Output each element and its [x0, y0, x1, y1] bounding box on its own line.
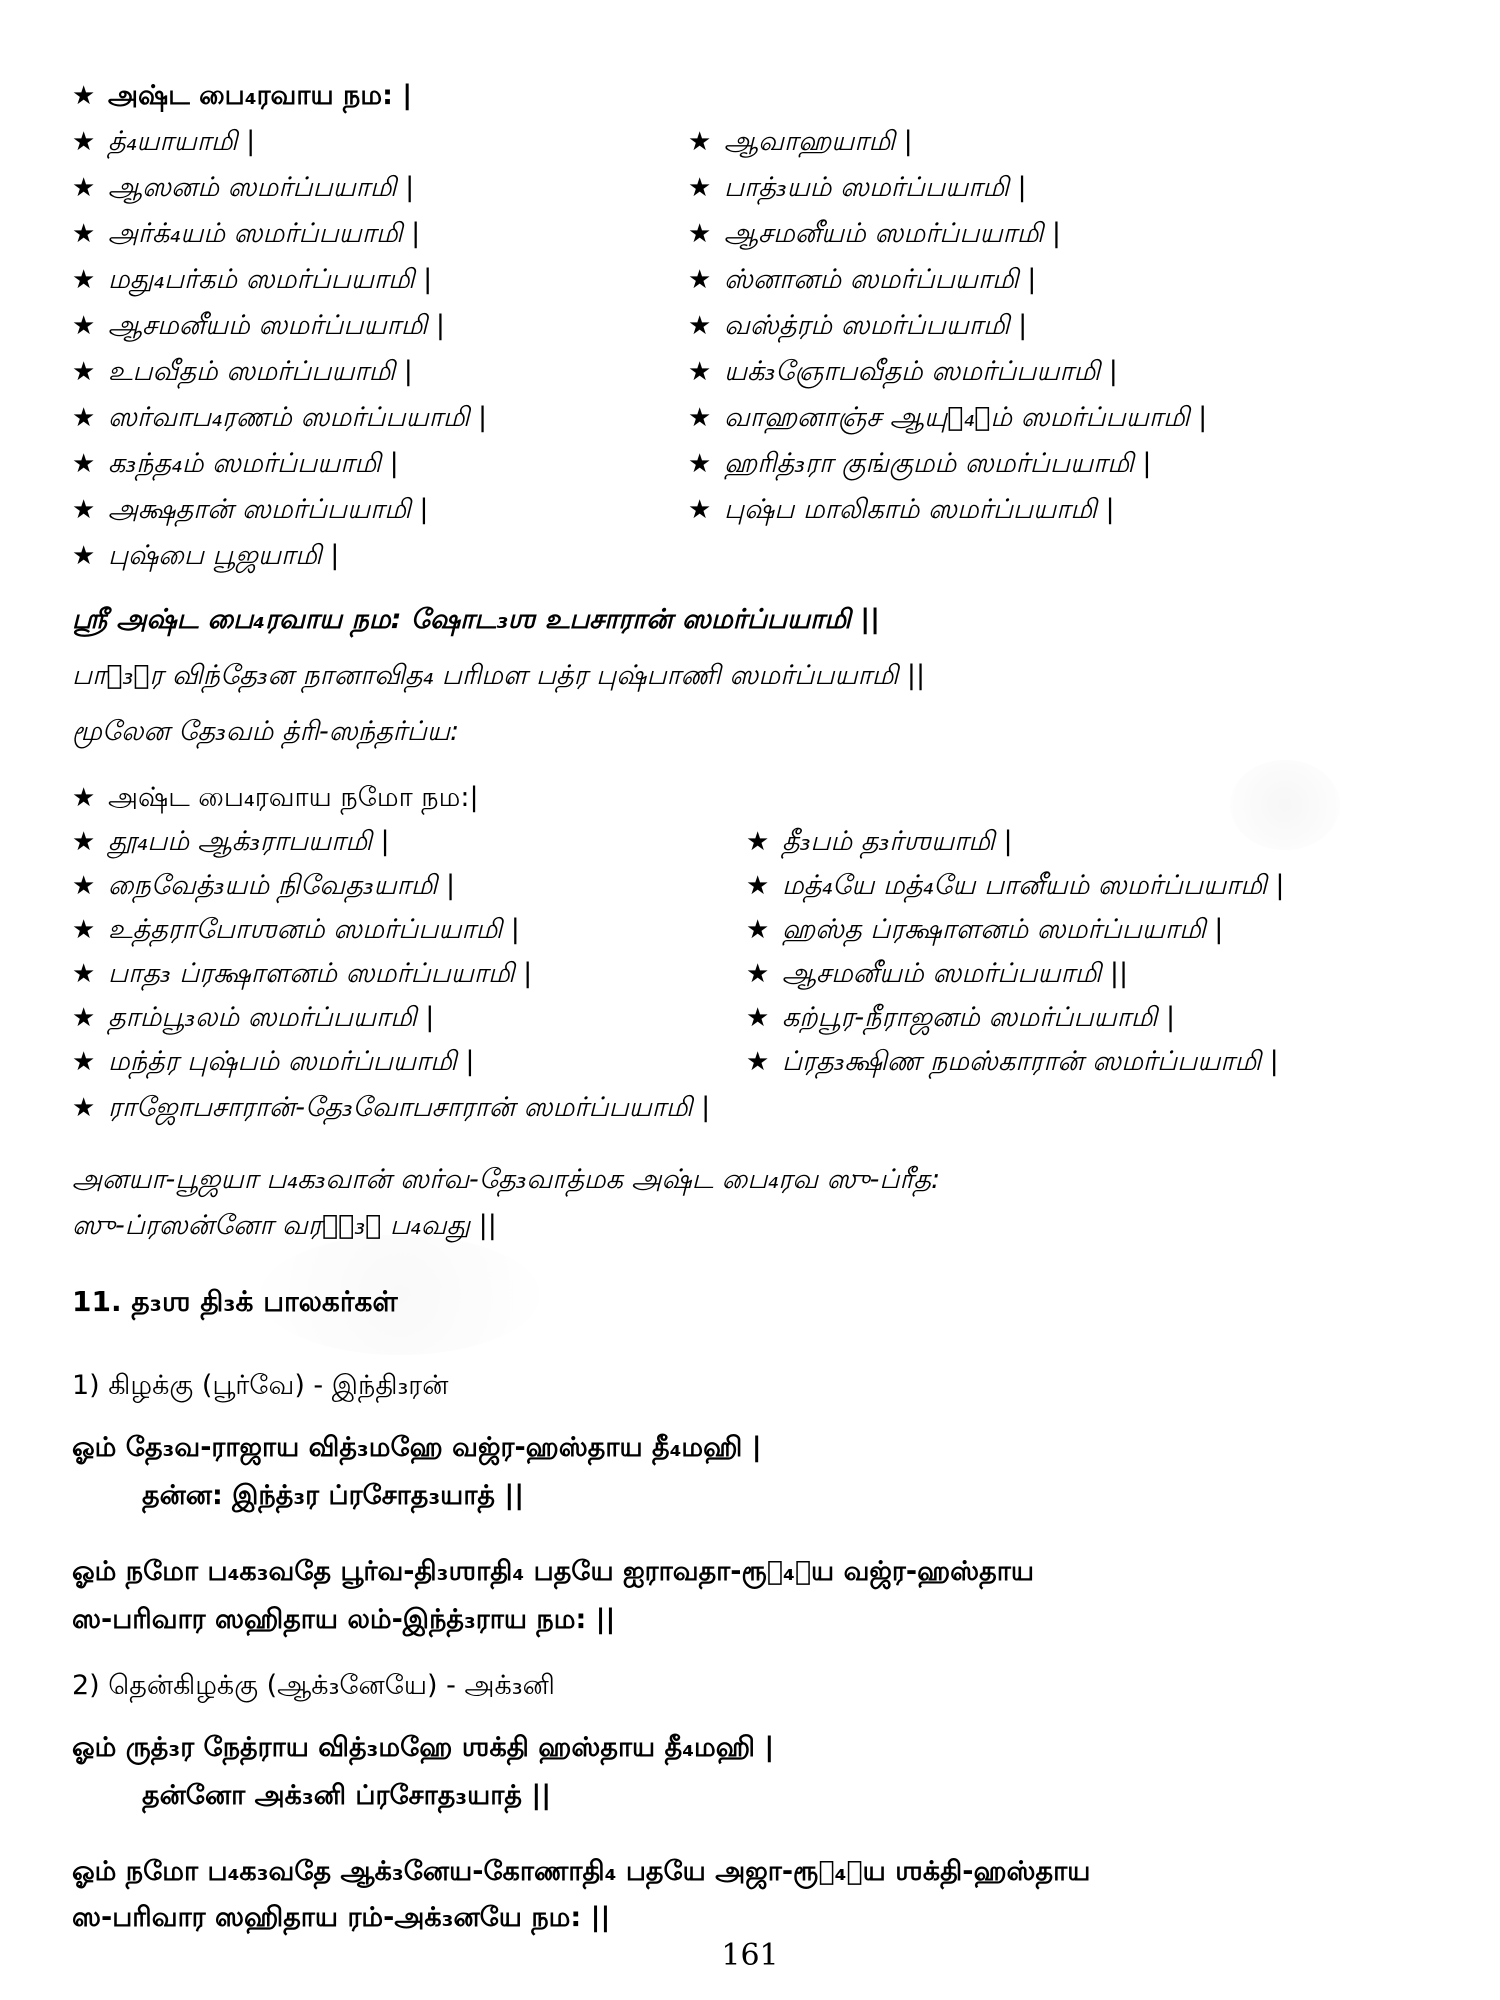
- item1-gayatri-line-1: ஓம் தே₃வ-ராஜாய வித்₃மஹே வஜ்ர-ஹஸ்தாய தீ₄மஹி |: [72, 1432, 762, 1463]
- star-icon: ★: [72, 265, 96, 295]
- list-item: ★ மந்த்ர புஷ்பம் ஸமர்ப்பயாமி |: [72, 1042, 474, 1082]
- list-item: ★ மத்₄யே மத்₄யே பானீயம் ஸமர்ப்பயாமி |: [746, 866, 1284, 906]
- item2-mantra-line-1: ஓம் நமோ ப₄க₃வதே ஆக்₃னேய-கோணாதி₄ பதயே அஜா-ரூட₄ாய ஶக்தி-ஹஸ்தாய: [72, 1856, 1091, 1887]
- item2-gayatri-line-2: தன்னோ அக்₃னி ப்ரசோத₃யாத் ||: [142, 1780, 552, 1811]
- star-icon: ★: [746, 915, 770, 945]
- item1-mantra-line-2: ஸ-பரிவார ஸஹிதாய லம்-இந்த்₃ராய நம: ||: [72, 1604, 616, 1635]
- list-item: ★ வஸ்த்ரம் ஸமர்ப்பயாமி |: [688, 306, 1027, 346]
- list-item: ★ ஆவாஹயாமி |: [688, 122, 913, 162]
- list-item: ★ மது₄பர்கம் ஸமர்ப்பயாமி |: [72, 260, 432, 300]
- list-item: ★ நைவேத்₃யம் நிவேத₃யாமி |: [72, 866, 455, 906]
- list-item: ★ த்₄யாயாமி |: [72, 122, 255, 162]
- star-icon: ★: [72, 495, 96, 525]
- star-icon: ★: [72, 541, 96, 571]
- star-icon: ★: [72, 959, 96, 989]
- star-icon: ★: [746, 1047, 770, 1077]
- item1-gayatri-line-2: தன்ன: இந்த்₃ர ப்ரசோத₃யாத் ||: [142, 1480, 525, 1511]
- anaya-line-1: அனயா-பூஜயா ப₄க₃வான் ஸர்வ-தே₃வாத்மக அஷ்ட பை₄ரவ ஸு-ப்ரீத:: [72, 1164, 941, 1195]
- list-item: ★ புஷ்பை பூஜயாமி |: [72, 536, 339, 576]
- section-title: 11. த₃ஶ தி₃க் பாலகர்கள்: [72, 1285, 398, 1318]
- list-item: ★ பாத்₃யம் ஸமர்ப்பயாமி |: [688, 168, 1027, 208]
- list-item: ★ உத்தராபோஶனம் ஸமர்ப்பயாமி |: [72, 910, 520, 950]
- watermark-mark: [1230, 760, 1340, 850]
- list-item: ★ க₃ந்த₄ம் ஸமர்ப்பயாமி |: [72, 444, 399, 484]
- star-icon: ★: [688, 311, 712, 341]
- star-icon: ★: [72, 449, 96, 479]
- star-icon: ★: [72, 219, 96, 249]
- item2-gayatri-line-1: ஓம் ருத்₃ர நேத்ராய வித்₃மஹே ஶக்தி ஹஸ்தாய தீ₄மஹி |: [72, 1732, 775, 1763]
- list-item: ★ ஆஸனம் ஸமர்ப்பயாமி |: [72, 168, 414, 208]
- list-item: ★ புஷ்ப மாலிகாம் ஸமர்ப்பயாமி |: [688, 490, 1115, 530]
- page-number: 161: [721, 1938, 779, 1973]
- moolena-line: மூலேன தே₃வம் த்ரி-ஸந்தர்ப்ய:: [72, 716, 460, 747]
- star-icon: ★: [688, 495, 712, 525]
- list-item: ★ ஸ்னானம் ஸமர்ப்பயாமி |: [688, 260, 1036, 300]
- summary-line: ஸ்ரீ அஷ்ட பை₄ரவாய நம: ஷோட₃ஶ உபசாரான் ஸமர்ப்பயாமி ||: [72, 604, 880, 635]
- star-icon: ★: [688, 219, 712, 249]
- star-icon: ★: [72, 915, 96, 945]
- star-icon: ★: [688, 127, 712, 157]
- list-item: ★ கற்பூர-நீராஜனம் ஸமர்ப்பயாமி |: [746, 998, 1175, 1038]
- star-icon: ★: [72, 1003, 96, 1033]
- list-item: ★ ஆசமனீயம் ஸமர்ப்பயாமி |: [72, 306, 445, 346]
- star-icon: ★: [72, 827, 96, 857]
- star-icon: ★: [72, 311, 96, 341]
- star-icon: ★: [72, 1093, 96, 1123]
- list-item: ★ ப்ரத₃க்ஷிண நமஸ்காரான் ஸமர்ப்பயாமி |: [746, 1042, 1279, 1082]
- star-icon: ★: [688, 357, 712, 387]
- header-line-2: ★ அஷ்ட பை₄ரவாய நமோ நம:|: [72, 778, 479, 818]
- star-icon: ★: [72, 1047, 96, 1077]
- item2-mantra-line-2: ஸ-பரிவார ஸஹிதாய ரம்-அக்₃னயே நம: ||: [72, 1902, 611, 1933]
- star-icon: ★: [72, 783, 96, 813]
- list-item: ★ ஹரித்₃ரா குங்குமம் ஸமர்ப்பயாமி |: [688, 444, 1151, 484]
- item1-heading: 1) கிழக்கு (பூர்வே) - இந்தி₃ரன்: [72, 1370, 449, 1401]
- star-icon: ★: [688, 173, 712, 203]
- list-item: ★ யக்₃ஞோபவீதம் ஸமர்ப்பயாமி |: [688, 352, 1118, 392]
- list-item: ★ அர்க்₄யம் ஸமர்ப்பயாமி |: [72, 214, 420, 254]
- list-item: ★ ஆசமனீயம் ஸமர்ப்பயாமி |: [688, 214, 1061, 254]
- star-icon: ★: [72, 173, 96, 203]
- star-icon: ★: [746, 1003, 770, 1033]
- star-icon: ★: [746, 959, 770, 989]
- header-line: ★ அஷ்ட பை₄ரவாய நம: |: [72, 76, 412, 116]
- list-item: ★ ஆசமனீயம் ஸமர்ப்பயாமி ||: [746, 954, 1128, 994]
- rajopachara-line: ★ ராஜோபசாரான்-தே₃வோபசாரான் ஸமர்ப்பயாமி |: [72, 1088, 710, 1128]
- list-item: ★ வாஹனாஞ்ச ஆயுத₄ாம் ஸமர்ப்பயாமி |: [688, 398, 1207, 438]
- list-item: ★ தீ₃பம் த₃ர்ஶயாமி |: [746, 822, 1013, 862]
- star-icon: ★: [72, 127, 96, 157]
- pada-line: பாத₃ார விந்தே₃ன நானாவித₄ பரிமள பத்ர புஷ்பாணி ஸமர்ப்பயாமி ||: [72, 660, 926, 691]
- list-item: ★ தூ₄பம் ஆக்₃ராபயாமி |: [72, 822, 390, 862]
- star-icon: ★: [688, 449, 712, 479]
- star-icon: ★: [72, 871, 96, 901]
- anaya-line-2: ஸு-ப்ரஸன்னோ வரதே₃ா ப₄வது ||: [72, 1210, 497, 1241]
- list-item: ★ பாத₃ ப்ரக்ஷாளனம் ஸமர்ப்பயாமி |: [72, 954, 532, 994]
- list-item: ★ ஸர்வாப₄ரணம் ஸமர்ப்பயாமி |: [72, 398, 487, 438]
- item1-mantra-line-1: ஓம் நமோ ப₄க₃வதே பூர்வ-தி₃ஶாதி₄ பதயே ஐராவதா-ரூட₄ாய வஜ்ர-ஹஸ்தாய: [72, 1556, 1035, 1587]
- list-item: ★ உபவீதம் ஸமர்ப்பயாமி |: [72, 352, 413, 392]
- list-item: ★ தாம்பூ₃லம் ஸமர்ப்பயாமி |: [72, 998, 434, 1038]
- list-item: ★ ஹஸ்த ப்ரக்ஷாளனம் ஸமர்ப்பயாமி |: [746, 910, 1223, 950]
- star-icon: ★: [72, 81, 96, 111]
- list-item: ★ அக்ஷதான் ஸமர்ப்பயாமி |: [72, 490, 429, 530]
- item2-heading: 2) தென்கிழக்கு (ஆக்₃னேயே) - அக்₃னி: [72, 1670, 555, 1701]
- star-icon: ★: [688, 265, 712, 295]
- star-icon: ★: [746, 871, 770, 901]
- star-icon: ★: [72, 357, 96, 387]
- star-icon: ★: [688, 403, 712, 433]
- star-icon: ★: [72, 403, 96, 433]
- star-icon: ★: [746, 827, 770, 857]
